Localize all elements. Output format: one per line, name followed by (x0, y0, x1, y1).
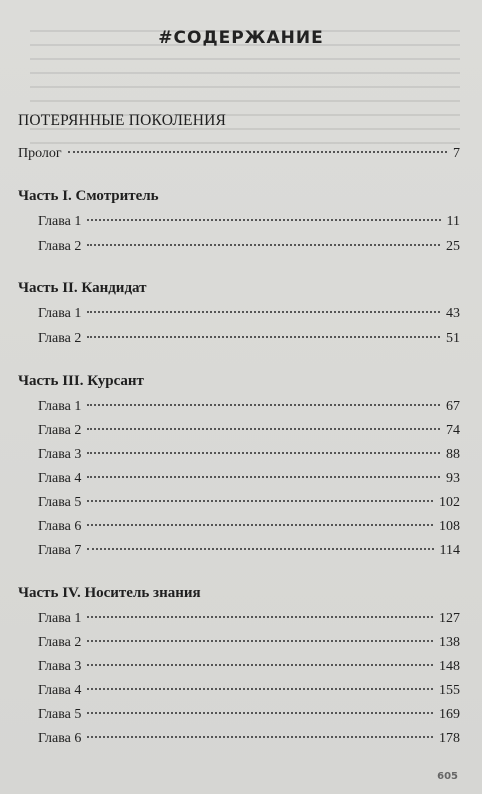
page-title: #СОДЕРЖАНИЕ (158, 28, 324, 48)
leader-dots (87, 524, 433, 526)
toc-row-page: 155 (439, 683, 460, 698)
toc-row-label: Глава 3 (38, 659, 82, 674)
toc-row (38, 707, 460, 725)
toc-row (38, 306, 460, 324)
toc-row-label: Глава 5 (38, 495, 82, 510)
toc-row-page: 114 (439, 543, 460, 558)
leader-dots (87, 336, 440, 338)
leader-dots (87, 500, 433, 502)
leader-dots (87, 244, 440, 246)
toc-row (38, 611, 460, 629)
toc-row-page: 178 (439, 731, 460, 746)
leader-dots (87, 404, 440, 406)
toc-row-page: 88 (446, 447, 460, 462)
section-title: ПОТЕРЯННЫЕ ПОКОЛЕНИЯ (18, 112, 227, 129)
leader-dots (87, 311, 440, 313)
toc-row (38, 635, 460, 653)
leader-dots (87, 476, 440, 478)
leader-dots (87, 548, 433, 550)
toc-row-label: Глава 3 (38, 447, 82, 462)
toc-row (38, 731, 460, 749)
leader-dots (87, 616, 433, 618)
toc-row-label: Глава 2 (38, 423, 82, 438)
toc-row (38, 683, 460, 701)
show-through-text (30, 30, 460, 150)
toc-row (38, 543, 460, 561)
toc-row-page: 51 (446, 331, 460, 346)
toc-row-label: Пролог (18, 146, 62, 161)
toc-row-page: 11 (446, 214, 460, 229)
toc-row-label: Глава 2 (38, 331, 82, 346)
leader-dots (87, 688, 433, 690)
leader-dots (87, 219, 440, 221)
toc-row-page: 148 (439, 659, 460, 674)
part-title-2: Часть II. Кандидат (18, 280, 147, 296)
part-title-1: Часть I. Смотритель (18, 188, 159, 204)
toc-row-page: 93 (446, 471, 460, 486)
leader-dots (87, 664, 433, 666)
toc-row (38, 471, 460, 489)
toc-row-page: 102 (439, 495, 460, 510)
leader-dots (87, 736, 433, 738)
toc-row (38, 447, 460, 465)
toc-row (38, 495, 460, 513)
toc-row-label: Глава 1 (38, 306, 82, 321)
toc-row-label: Глава 4 (38, 683, 82, 698)
toc-row-page: 67 (446, 399, 460, 414)
part-title-4: Часть IV. Носитель знания (18, 585, 201, 601)
toc-row-page: 7 (453, 146, 460, 161)
toc-row-label: Глава 7 (38, 543, 82, 558)
toc-row (38, 239, 460, 257)
toc-row-label: Глава 4 (38, 471, 82, 486)
toc-row (38, 214, 460, 232)
leader-dots (87, 640, 433, 642)
toc-row-label: Глава 6 (38, 731, 82, 746)
leader-dots (68, 151, 447, 153)
toc-row (38, 659, 460, 677)
part-title-3: Часть III. Курсант (18, 373, 144, 389)
leader-dots (87, 452, 440, 454)
toc-row-page: 43 (446, 306, 460, 321)
toc-row (38, 423, 460, 441)
toc-row-page: 108 (439, 519, 460, 534)
toc-row (38, 331, 460, 349)
toc-row-label: Глава 1 (38, 399, 82, 414)
toc-row-page: 169 (439, 707, 460, 722)
toc-row-label: Глава 1 (38, 611, 82, 626)
toc-row-label: Глава 5 (38, 707, 82, 722)
toc-row-label: Глава 2 (38, 635, 82, 650)
toc-row (38, 399, 460, 417)
toc-row-label: Глава 6 (38, 519, 82, 534)
leader-dots (87, 428, 440, 430)
toc-row-page: 127 (439, 611, 460, 626)
toc-row (38, 519, 460, 537)
toc-row-page: 25 (446, 239, 460, 254)
page-number: 605 (437, 771, 458, 782)
toc-row-page: 74 (446, 423, 460, 438)
toc-row-page: 138 (439, 635, 460, 650)
toc-row-prolog (18, 146, 460, 164)
leader-dots (87, 712, 433, 714)
toc-row-label: Глава 2 (38, 239, 82, 254)
toc-row-label: Глава 1 (38, 214, 82, 229)
